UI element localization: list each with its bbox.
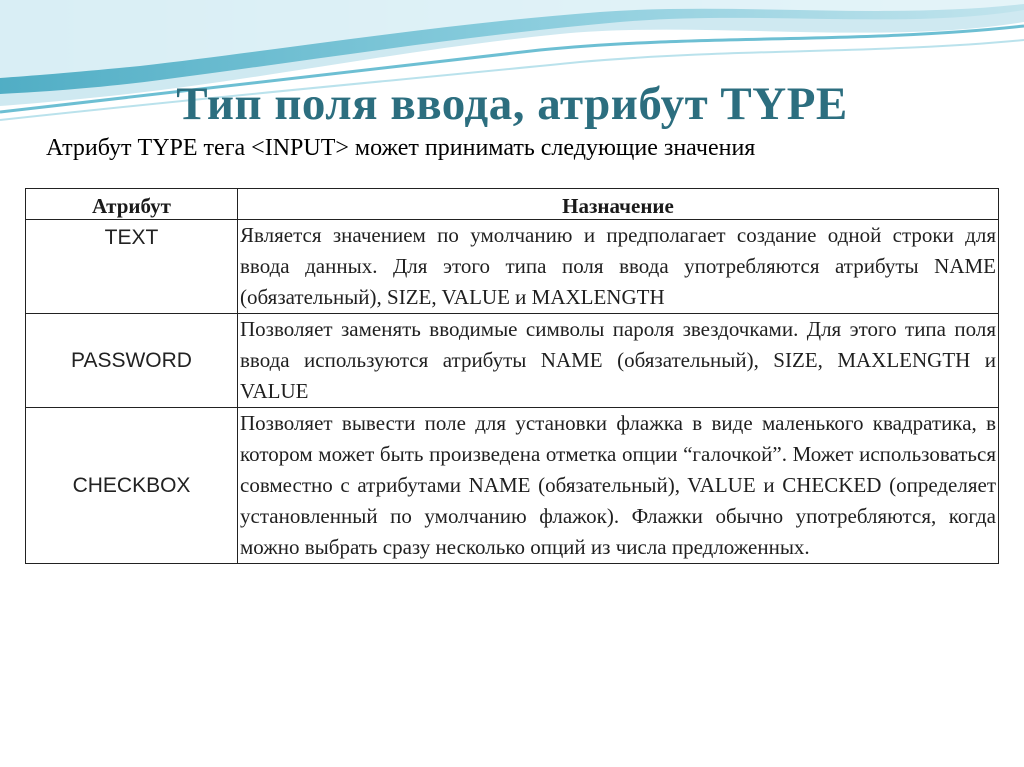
table-row <box>26 314 999 408</box>
table-row <box>26 220 999 314</box>
slide-title: Тип поля ввода, атрибут TYPE <box>176 78 848 130</box>
table-row <box>26 408 999 564</box>
attribute-purpose-cell: Позволяет заменять вводимые символы пароля звездочками. Для этого типа поля ввода используются атрибуты NAME (обязательный), SIZE, MAXLENGTH и VALUE <box>238 314 999 408</box>
attribute-purpose-cell: Является значением по умолчанию и предполагает создание одной строки для ввода данных. Для этого типа поля ввода употребляются атрибуты NAME (обязательный), SIZE, VALUE и MAXLENGTH <box>238 220 999 314</box>
column-header-purpose: Назначение <box>238 189 999 220</box>
attribute-name-cell: TEXT <box>26 220 238 314</box>
attribute-name-cell: CHECKBOX <box>26 408 238 564</box>
column-header-attribute: Атрибут <box>26 189 238 220</box>
slide-subtitle: Атрибут TYPE тега <INPUT> может принимать следующие значения <box>46 135 756 161</box>
table-header-row <box>26 189 999 220</box>
attribute-purpose-cell: Позволяет вывести поле для установки флажка в виде маленького квадратика, в котором может быть произведена отметка опции “галочкой”. Может использоваться совместно с атрибутами NAME (обязательный), VALUE и CHECKED (определяет установленный по умолчанию флажок). Флажки обычно употребляются, когда можно выбрать сразу несколько опций из числа предложенных. <box>238 408 999 564</box>
attribute-name-cell: PASSWORD <box>26 314 238 408</box>
attributes-table <box>25 188 999 564</box>
